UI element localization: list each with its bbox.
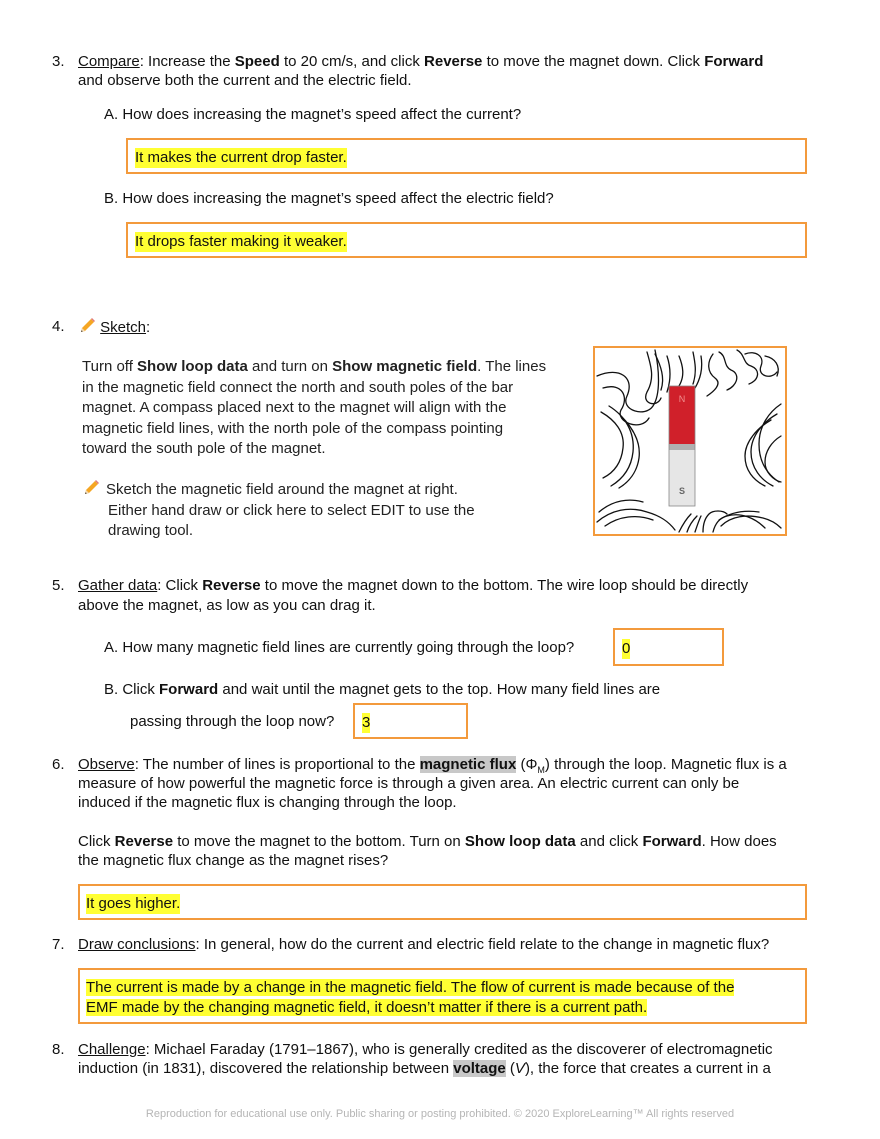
- term-voltage: voltage: [453, 1060, 506, 1077]
- answer-text: The current is made by a change in the magnetic field. The flow of current is made because of the: [86, 979, 735, 996]
- sketch-instructions[interactable]: Sketch the magnetic field around the magnet at right. Either hand draw or click here to select EDIT to use the drawing tool.: [82, 479, 475, 542]
- answer-field-5b[interactable]: [353, 703, 468, 739]
- answer-text: It makes the current drop faster.: [135, 149, 347, 166]
- question-text: Observe: The number of lines is proportional to the magnetic flux $(\Phi_M)$ through the loop. Magnetic flux is a: [78, 756, 787, 775]
- answer-text: EMF made by the changing magnetic field, it doesn’t matter if there is a current path.: [86, 999, 648, 1016]
- pencil-icon: [78, 317, 96, 335]
- question-text-line3: induced if the magnetic flux is changing through the loop.: [78, 794, 457, 811]
- question-label: Observe: [78, 756, 135, 773]
- answer-field-6[interactable]: [78, 884, 807, 920]
- question-number: 7.: [52, 936, 65, 953]
- question-number: 6.: [52, 756, 65, 773]
- answer-field-3a[interactable]: [126, 138, 807, 174]
- question-text-line2: measure of how powerful the magnetic force is through a given area. An electric current can only be: [78, 775, 740, 792]
- question-text: Gather data: Click Reverse to move the magnet down to the bottom. The wire loop should be directly: [78, 577, 749, 594]
- magnet-north-label: N: [678, 394, 686, 404]
- instructions-paragraph: Turn off Show loop data and turn on Show magnetic field. The lines in the magnetic field connect the north and south poles of the bar magnet. A compass placed next to the magnet will align with the magnetic field lines, with the north pole of the compass pointing toward the south pole of the magnet.: [82, 358, 547, 457]
- question-label: Draw conclusions: [78, 936, 196, 953]
- answer-field-5a[interactable]: [613, 628, 724, 666]
- question-prompt-line2: the magnetic flux change as the magnet rises?: [78, 852, 389, 869]
- pencil-icon: [82, 479, 100, 497]
- question-label: Challenge: [78, 1041, 146, 1058]
- question-number: 5.: [52, 577, 65, 594]
- page-footer: Reproduction for educational use only. Public sharing or posting prohibited. © 2020 ExploreLearning™ All rights reserved: [145, 1108, 735, 1120]
- question-label: Gather data: [78, 577, 158, 594]
- magnet-south-half: [669, 444, 695, 506]
- answer-text: 3: [362, 714, 371, 731]
- question-number: 8.: [52, 1041, 65, 1058]
- sub-question-a: A. How many magnetic field lines are currently going through the loop?: [104, 639, 575, 656]
- sub-question-b: B. How does increasing the magnet’s speed affect the electric field?: [104, 190, 554, 207]
- question-prompt: Click Reverse to move the magnet to the bottom. Turn on Show loop data and click Forward. How does: [78, 833, 777, 850]
- question-label: Compare: [78, 53, 140, 70]
- answer-field-3b[interactable]: [126, 222, 807, 258]
- answer-text: It drops faster making it weaker.: [135, 233, 347, 250]
- question-text: Compare: Increase the Speed to 20 cm/s, and click Reverse to move the magnet down. Click Forward: [78, 53, 764, 70]
- question-text: Sketch:: [78, 317, 150, 338]
- sub-question-b: B. Click Forward and wait until the magnet gets to the top. How many field lines are: [104, 681, 661, 698]
- answer-text: It goes higher.: [86, 895, 181, 912]
- question-label: Sketch: [100, 319, 147, 336]
- sketch-canvas[interactable]: [593, 346, 787, 536]
- question-text-line2: above the magnet, as low as you can drag it.: [78, 597, 376, 614]
- question-text-line2: induction (in 1831), discovered the relationship between voltage (V), the force that creates a current in a: [78, 1060, 771, 1077]
- sub-question-a: A. How does increasing the magnet’s speed affect the current?: [104, 106, 522, 123]
- magnetic-field-drawing: [595, 348, 785, 534]
- question-number: 4.: [52, 318, 65, 335]
- question-text: Draw conclusions: In general, how do the current and electric field relate to the change in magnetic flux?: [78, 936, 770, 953]
- question-number: 3.: [52, 53, 65, 70]
- question-text-line2: and observe both the current and the electric field.: [78, 72, 412, 89]
- question-text: Challenge: Michael Faraday (1791–1867), who is generally credited as the discoverer of electromagnetic: [78, 1041, 773, 1058]
- answer-text: 0: [622, 640, 631, 657]
- sub-question-b-line2: passing through the loop now?: [130, 713, 335, 730]
- term-magnetic-flux: magnetic flux: [419, 756, 517, 773]
- answer-field-7[interactable]: [78, 968, 807, 1024]
- magnet-south-label: S: [678, 486, 686, 496]
